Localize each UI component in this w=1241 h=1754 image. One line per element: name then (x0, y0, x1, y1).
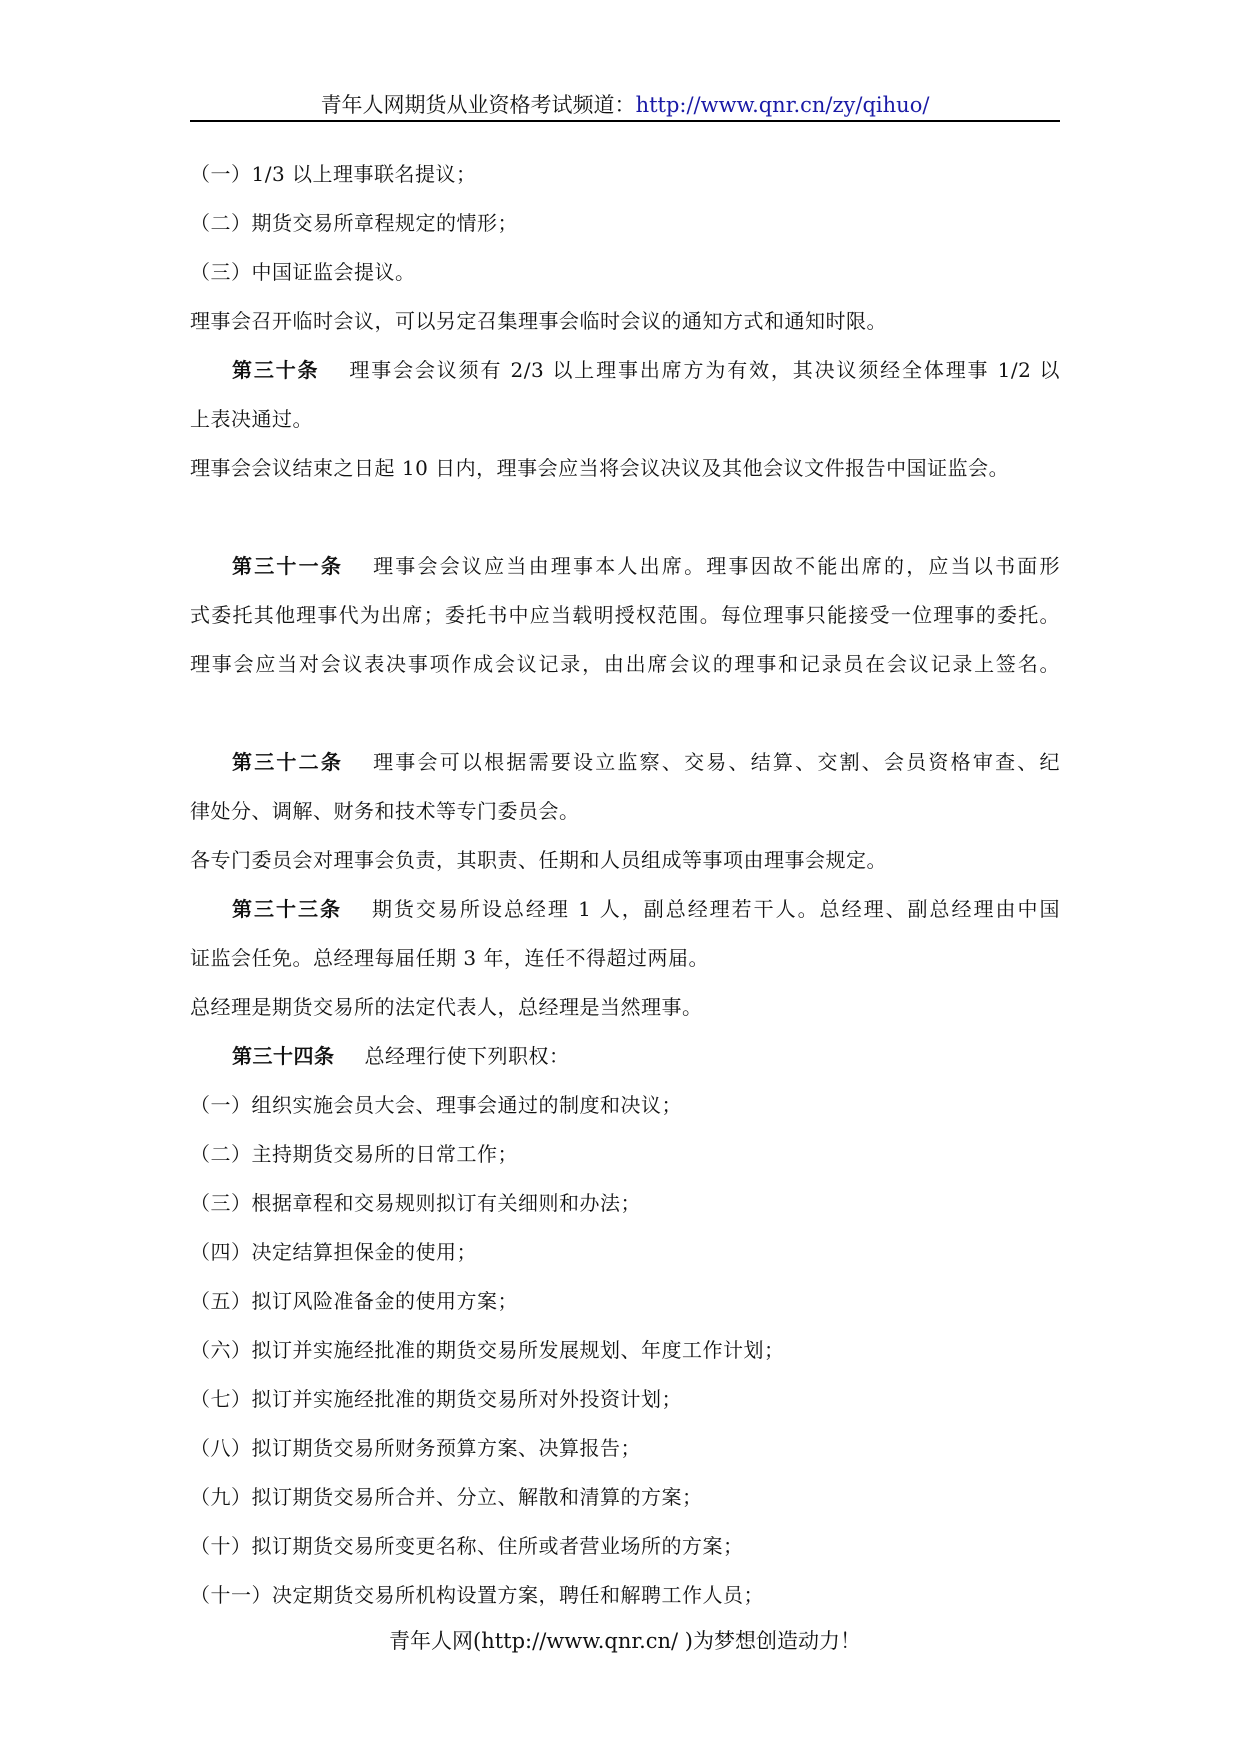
line-text: （八）拟订期货交易所财务预算方案、决算报告； (190, 1436, 641, 1460)
header-url-link[interactable]: http://www.qnr.cn/zy/qihuo/ (635, 93, 930, 117)
line-text: （十）拟订期货交易所变更名称、住所或者营业场所的方案； (190, 1534, 744, 1558)
line-text: （二）期货交易所章程规定的情形； (190, 211, 518, 235)
line-text: 理事会会议应当由理事本人出席。理事因故不能出席的，应当以书面形 (373, 554, 1060, 578)
text-line (190, 1228, 1060, 1277)
line-text: （六）拟订并实施经批准的期货交易所发展规划、年度工作计划； (190, 1338, 785, 1362)
text-line (190, 444, 1060, 493)
line-text: （三）根据章程和交易规则拟订有关细则和办法； (190, 1191, 641, 1215)
article-number: 第三十一条 (232, 554, 344, 578)
line-text: （一）组织实施会员大会、理事会通过的制度和决议； (190, 1093, 682, 1117)
line-text: （四）决定结算担保金的使用； (190, 1240, 477, 1264)
line-text: 理事会会议结束之日起 10 日内，理事会应当将会议决议及其他会议文件报告中国证监会。 (190, 456, 1010, 480)
text-line (190, 297, 1060, 346)
line-text: 律处分、调解、财务和技术等专门委员会。 (190, 799, 580, 823)
article-number: 第三十三条 (232, 897, 342, 921)
line-text: 理事会应当对会议表决事项作成会议记录，由出席会议的理事和记录员在会议记录上签名。 (190, 652, 1060, 676)
line-text: 理事会召开临时会议，可以另定召集理事会临时会议的通知方式和通知时限。 (190, 309, 887, 333)
text-line (190, 1130, 1060, 1179)
article-paragraph-line (190, 346, 1060, 395)
article-paragraph-line (190, 885, 1060, 934)
line-text: （三）中国证监会提议。 (190, 260, 416, 284)
article-paragraph-line (190, 738, 1060, 787)
text-line (190, 640, 1060, 689)
text-line (190, 199, 1060, 248)
text-line (190, 248, 1060, 297)
line-text: 各专门委员会对理事会负责，其职责、任期和人员组成等事项由理事会规定。 (190, 848, 887, 872)
text-line (190, 1571, 1060, 1620)
text-line (190, 934, 1060, 983)
page-footer: 青年人网(http://www.qnr.cn/ )为梦想创造动力！ (389, 1629, 861, 1653)
text-line (190, 1179, 1060, 1228)
line-text: 式委托其他理事代为出席；委托书中应当载明授权范围。每位理事只能接受一位理事的委托。 (190, 603, 1060, 627)
line-text: 上表决通过。 (190, 407, 313, 431)
line-text: 总经理行使下列职权： (364, 1044, 570, 1068)
text-line (190, 150, 1060, 199)
article-paragraph-line (190, 542, 1060, 591)
article-paragraph-line (190, 1032, 1060, 1081)
line-text: （五）拟订风险准备金的使用方案； (190, 1289, 518, 1313)
text-line (190, 1375, 1060, 1424)
text-line (190, 1473, 1060, 1522)
line-text: （九）拟订期货交易所合并、分立、解散和清算的方案； (190, 1485, 703, 1509)
article-number: 第三十四条 (232, 1044, 335, 1068)
line-text: 理事会会议须有 2/3 以上理事出席方为有效，其决议须经全体理事 1/2 以 (349, 358, 1060, 382)
text-line (190, 1277, 1060, 1326)
text-line (190, 591, 1060, 640)
text-line (190, 1081, 1060, 1130)
header-prefix: 青年人网期货从业资格考试频道： (320, 93, 636, 117)
text-line (190, 836, 1060, 885)
article-number: 第三十二条 (232, 750, 344, 774)
text-line (190, 983, 1060, 1032)
document-body (190, 150, 1060, 1620)
header-divider (190, 120, 1060, 122)
line-text: （七）拟订并实施经批准的期货交易所对外投资计划； (190, 1387, 682, 1411)
text-line (190, 1522, 1060, 1571)
line-text: 期货交易所设总经理 1 人，副总经理若干人。总经理、副总经理由中国 (371, 897, 1060, 921)
article-number: 第三十条 (232, 358, 320, 382)
text-line (190, 1424, 1060, 1473)
line-text: （二）主持期货交易所的日常工作； (190, 1142, 518, 1166)
line-text: 证监会任免。总经理每届任期 3 年，连任不得超过两届。 (190, 946, 709, 970)
text-line (190, 1326, 1060, 1375)
line-text: （一）1/3 以上理事联名提议； (190, 162, 477, 186)
text-line (190, 395, 1060, 444)
line-text: 理事会可以根据需要设立监察、交易、结算、交割、会员资格审查、纪 (373, 750, 1060, 774)
line-text: （十一）决定期货交易所机构设置方案，聘任和解聘工作人员； (190, 1583, 764, 1607)
line-text: 总经理是期货交易所的法定代表人，总经理是当然理事。 (190, 995, 703, 1019)
paragraph-gap (190, 493, 1060, 542)
page-header (190, 88, 1060, 122)
text-line (190, 787, 1060, 836)
paragraph-gap (190, 689, 1060, 738)
